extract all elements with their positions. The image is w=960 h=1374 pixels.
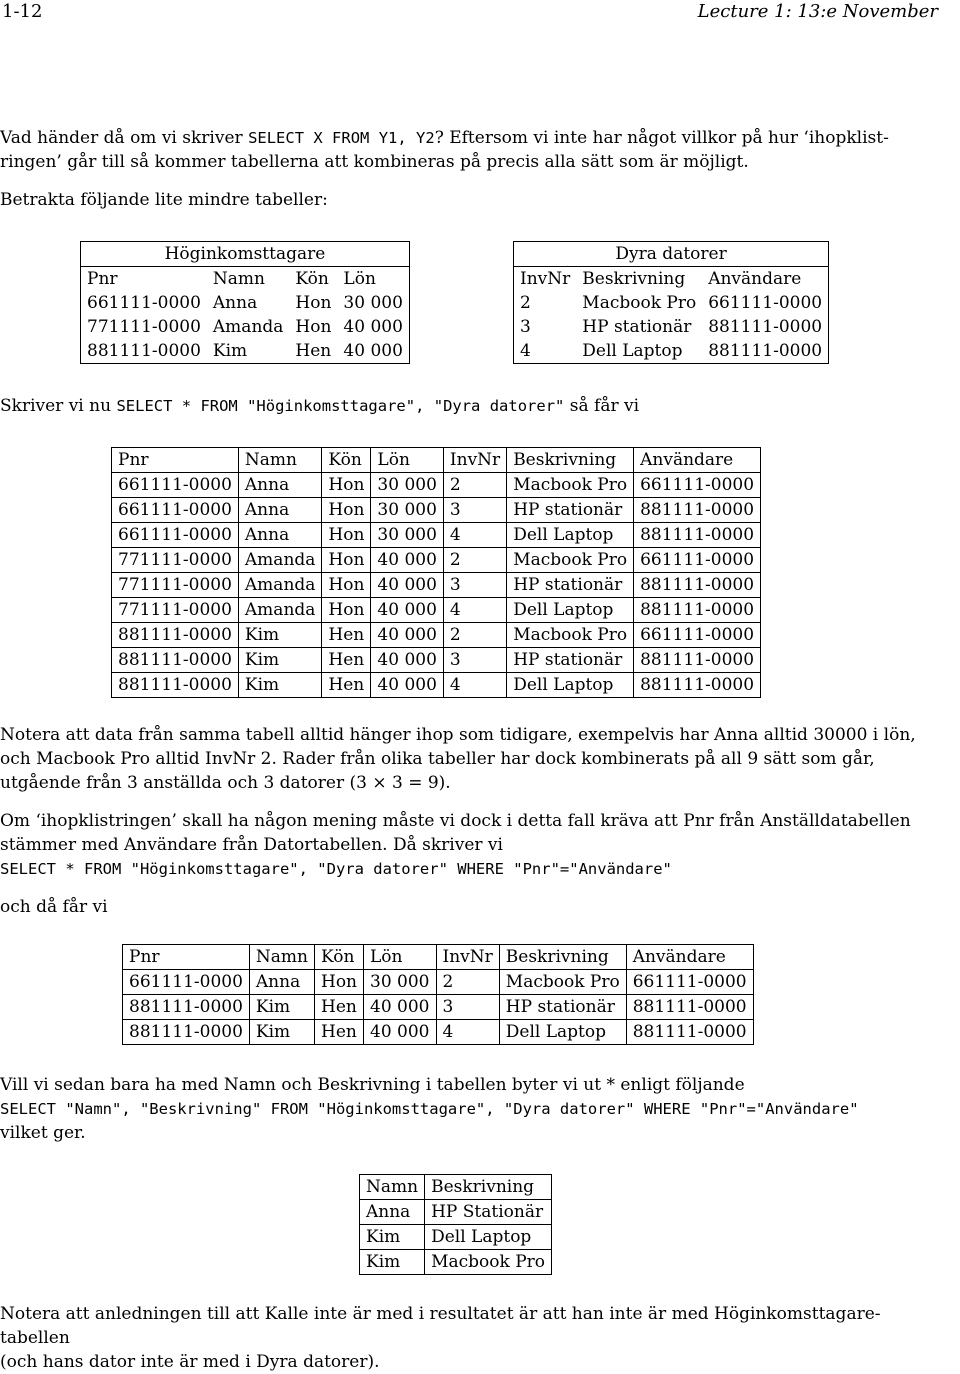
table-row: [123, 995, 754, 1020]
table-cell: Dell Laptop: [499, 1020, 626, 1045]
table-cell: 661111-0000: [634, 473, 761, 498]
closing-line-1: Notera att anledningen till att Kalle inte är med i resultatet är att han inte är med Höginkomsttagare-tabellen: [0, 1304, 881, 1348]
table-cell: 40 000: [343, 317, 403, 337]
column-header: Beskrivning: [507, 448, 634, 473]
table-hoginkomsttagare: [80, 241, 410, 364]
table-row: [514, 291, 829, 315]
column-header: Namn: [212, 269, 265, 289]
table-cell: Amanda: [212, 317, 284, 337]
table-cell: 40 000: [371, 623, 443, 648]
table-cell: Anna: [238, 473, 322, 498]
column-header: InvNr: [443, 448, 506, 473]
table-cell: 2: [436, 970, 499, 995]
table-cell: 4: [443, 598, 506, 623]
table-cell: 40 000: [364, 995, 436, 1020]
table-cell: Dell Laptop: [425, 1225, 552, 1250]
table-cell: 661111-0000: [123, 970, 250, 995]
table-cell: 881111-0000: [634, 498, 761, 523]
column-header: Lön: [343, 269, 376, 289]
table-row: [112, 473, 761, 498]
table-cell: Dell Laptop: [507, 673, 634, 698]
consider-paragraph: [0, 188, 950, 212]
table-cell: Hon: [315, 970, 364, 995]
closing-line-2: (och hans dator inte är med i Dyra datorer).: [0, 1352, 380, 1372]
column-header: Pnr: [123, 945, 250, 970]
table-cell: HP stationär: [582, 317, 692, 337]
table-cell: Hen: [315, 995, 364, 1020]
table-row: [112, 548, 761, 573]
table-cell: 881111-0000: [708, 341, 823, 361]
table-row: [112, 673, 761, 698]
table-cell: 3: [436, 995, 499, 1020]
table-cell: 881111-0000: [634, 573, 761, 598]
table-cell: 661111-0000: [87, 293, 201, 313]
table-cell: 771111-0000: [112, 548, 239, 573]
join-line-1: Om ‘ihopklistringen’ skall ha någon mening måste vi dock i detta fall kräva att Pnr från Anställdatabellen: [0, 811, 911, 831]
table-cell: Kim: [360, 1250, 425, 1275]
table-row: [112, 598, 761, 623]
table-cell: Hon: [322, 523, 371, 548]
table-cell: 881111-0000: [634, 523, 761, 548]
intro-text-b: ? Eftersom vi inte har något villkor på hur ‘ihopklist-: [434, 128, 889, 148]
projection-code: SELECT "Namn", "Beskrivning" FROM "Höginkomsttagare", "Dyra datorer" WHERE "Pnr"="Användare": [0, 1100, 859, 1118]
table-cell: 661111-0000: [634, 548, 761, 573]
column-header: Kön: [322, 448, 371, 473]
table-cell: Kim: [249, 1020, 314, 1045]
table-cell: 661111-0000: [112, 523, 239, 548]
table-row: [81, 291, 410, 315]
table-row: [112, 623, 761, 648]
table-cell: Hen: [322, 648, 371, 673]
closing-paragraph: [0, 1302, 950, 1374]
table-row: [360, 1225, 552, 1250]
table-cell: 2: [443, 623, 506, 648]
table-cell: Hon: [322, 498, 371, 523]
table-cell: Macbook Pro: [499, 970, 626, 995]
select-text-b: så får vi: [564, 396, 640, 416]
consider-text: Betrakta följande lite mindre tabeller:: [0, 190, 328, 210]
table-cell: Anna: [238, 523, 322, 548]
table-cell: 771111-0000: [112, 598, 239, 623]
join-paragraph: [0, 809, 950, 881]
column-header: Beskrivning: [425, 1175, 552, 1200]
table-cell: 661111-0000: [112, 498, 239, 523]
table-row: [123, 970, 754, 995]
table-cell: Hen: [315, 1020, 364, 1045]
column-header: Lön: [371, 448, 443, 473]
table-cell: HP stationär: [499, 995, 626, 1020]
table-cell: 40 000: [371, 673, 443, 698]
table-cell: 30 000: [343, 293, 403, 313]
table-cell: Kim: [238, 623, 322, 648]
intro-text-line2: ringen’ går till så kommer tabellerna att kombineras på precis alla sätt som är möjligt.: [0, 152, 749, 172]
table-cell: Dell Laptop: [507, 523, 634, 548]
table-cell: 2: [443, 473, 506, 498]
table-cell: 881111-0000: [123, 995, 250, 1020]
table-cell: 881111-0000: [112, 623, 239, 648]
intro-text-a: Vad händer då om vi skriver: [0, 128, 249, 148]
table-cell: 4: [436, 1020, 499, 1045]
column-header: Kön: [295, 269, 329, 289]
note-paragraph: [0, 723, 950, 795]
table-cell: Macbook Pro: [507, 473, 634, 498]
table-cell: 40 000: [364, 1020, 436, 1045]
table-cell: 881111-0000: [634, 648, 761, 673]
column-header: Pnr: [87, 269, 118, 289]
table-cell: 40 000: [343, 341, 403, 361]
table-row: [81, 339, 410, 364]
table-cell: Hen: [295, 341, 332, 361]
table-cell: 4: [520, 341, 531, 361]
table-row: [360, 1250, 552, 1275]
table-cell: 40 000: [371, 648, 443, 673]
table-cell: 30 000: [364, 970, 436, 995]
table-cell: Macbook Pro: [507, 623, 634, 648]
table-cell: 2: [443, 548, 506, 573]
table-cell: Kim: [212, 341, 248, 361]
join-line-2: stämmer med Användare från Datortabellen. Då skriver vi: [0, 835, 503, 855]
table-join-result: [122, 944, 754, 1045]
table-row: [112, 523, 761, 548]
table-cell: Hon: [322, 598, 371, 623]
table-cell: 881111-0000: [634, 673, 761, 698]
table-cell: 40 000: [371, 548, 443, 573]
table-cell: Anna: [360, 1200, 425, 1225]
table-cell: Hon: [322, 548, 371, 573]
page-number: 1-12: [2, 1, 43, 22]
table-row: [112, 498, 761, 523]
table-cell: 3: [443, 573, 506, 598]
table-cell: Macbook Pro: [425, 1250, 552, 1275]
table-header-row: [514, 267, 829, 292]
column-header: Namn: [360, 1175, 425, 1200]
table-caption: Dyra datorer: [514, 242, 829, 267]
table-cell: 661111-0000: [626, 970, 753, 995]
table-cell: HP stationär: [507, 498, 634, 523]
table-cell: Macbook Pro: [507, 548, 634, 573]
table-header-row: [112, 448, 761, 473]
table-cell: 3: [520, 317, 531, 337]
table-cell: 881111-0000: [112, 673, 239, 698]
table-header-row: [81, 267, 410, 292]
table-cell: Hon: [322, 473, 371, 498]
table-row: [360, 1200, 552, 1225]
column-header: Kön: [315, 945, 364, 970]
intro-paragraph: [0, 126, 950, 174]
table-cell: Hon: [322, 573, 371, 598]
column-header: Lön: [364, 945, 436, 970]
column-header: InvNr: [436, 945, 499, 970]
table-cell: 30 000: [371, 498, 443, 523]
table-row: [112, 648, 761, 673]
table-cell: Amanda: [238, 548, 322, 573]
select-text-a: Skriver vi nu: [0, 396, 117, 416]
table-cell: 771111-0000: [112, 573, 239, 598]
table-cell: 881111-0000: [634, 598, 761, 623]
note-line-2: och Macbook Pro alltid InvNr 2. Rader från olika tabeller har dock kombinerats på all 9 sätt som går,: [0, 749, 875, 769]
table-cell: Kim: [249, 995, 314, 1020]
table-cell: Anna: [212, 293, 258, 313]
projection-line-3: vilket ger.: [0, 1123, 86, 1143]
table-cell: 881111-0000: [626, 995, 753, 1020]
table-cell: 881111-0000: [123, 1020, 250, 1045]
intro-code: SELECT X FROM Y1, Y2: [248, 129, 435, 147]
table-cell: 661111-0000: [708, 293, 823, 313]
table-cell: Kim: [238, 648, 322, 673]
column-header: Beskrivning: [499, 945, 626, 970]
table-row: [514, 339, 829, 364]
table-cell: Dell Laptop: [582, 341, 683, 361]
table-cell: 30 000: [371, 523, 443, 548]
column-header: Pnr: [112, 448, 239, 473]
table-cell: Anna: [249, 970, 314, 995]
note-line-1: Notera att data från samma tabell alltid hänger ihop som tidigare, exempelvis har Anna alltid 30000 i lön,: [0, 725, 916, 745]
table-header-row: [123, 945, 754, 970]
table-cell: Hen: [322, 673, 371, 698]
table-cell: HP stationär: [507, 573, 634, 598]
table-caption: Höginkomsttagare: [81, 242, 410, 267]
table-cell: 881111-0000: [626, 1020, 753, 1045]
table-cell: Kim: [360, 1225, 425, 1250]
table-cell: Anna: [238, 498, 322, 523]
table-cell: Amanda: [238, 573, 322, 598]
column-header: InvNr: [520, 269, 571, 289]
column-header: Namn: [249, 945, 314, 970]
select-code: SELECT * FROM "Höginkomsttagare", "Dyra datorer": [116, 397, 565, 415]
table-cross-product: [111, 447, 761, 698]
table-cell: Macbook Pro: [582, 293, 697, 313]
table-cell: 771111-0000: [87, 317, 201, 337]
column-header: Användare: [626, 945, 753, 970]
table-cell: 661111-0000: [112, 473, 239, 498]
table-cell: 4: [443, 523, 506, 548]
result-intro: [0, 895, 950, 919]
table-cell: Amanda: [238, 598, 322, 623]
projection-line-1: Vill vi sedan bara ha med Namn och Beskrivning i tabellen byter vi ut * enligt följande: [0, 1075, 745, 1095]
table-cell: Hon: [295, 293, 332, 313]
column-header: Namn: [238, 448, 322, 473]
table-cell: 3: [443, 498, 506, 523]
table-row: [112, 573, 761, 598]
column-header: Beskrivning: [582, 269, 686, 289]
table-cell: 40 000: [371, 573, 443, 598]
table-cell: Dell Laptop: [507, 598, 634, 623]
table-cell: 661111-0000: [634, 623, 761, 648]
join-code: SELECT * FROM "Höginkomsttagare", "Dyra datorer" WHERE "Pnr"="Användare": [0, 860, 672, 878]
table-cell: HP stationär: [507, 648, 634, 673]
select-paragraph: [0, 394, 950, 418]
column-header: Användare: [634, 448, 761, 473]
result-intro-text: och då får vi: [0, 897, 108, 917]
table-cell: 4: [443, 673, 506, 698]
table-cell: 3: [443, 648, 506, 673]
table-row: [81, 315, 410, 339]
table-cell: 881111-0000: [112, 648, 239, 673]
lecture-title: Lecture 1: 13:e November: [697, 1, 938, 22]
table-projection-result: [359, 1174, 552, 1275]
table-dyra-datorer: [513, 241, 829, 364]
note-line-3: utgående från 3 anställda och 3 datorer (3 × 3 = 9).: [0, 773, 451, 793]
table-row: [514, 315, 829, 339]
projection-paragraph: [0, 1073, 950, 1145]
table-row: [123, 1020, 754, 1045]
table-cell: Hon: [295, 317, 332, 337]
table-cell: 40 000: [371, 598, 443, 623]
table-cell: HP Stationär: [425, 1200, 552, 1225]
table-cell: 2: [520, 293, 531, 313]
table-cell: 881111-0000: [87, 341, 201, 361]
table-cell: Kim: [238, 673, 322, 698]
table-cell: 30 000: [371, 473, 443, 498]
table-header-row: [360, 1175, 552, 1200]
table-cell: Hen: [322, 623, 371, 648]
table-cell: 881111-0000: [708, 317, 823, 337]
column-header: Användare: [708, 269, 802, 289]
